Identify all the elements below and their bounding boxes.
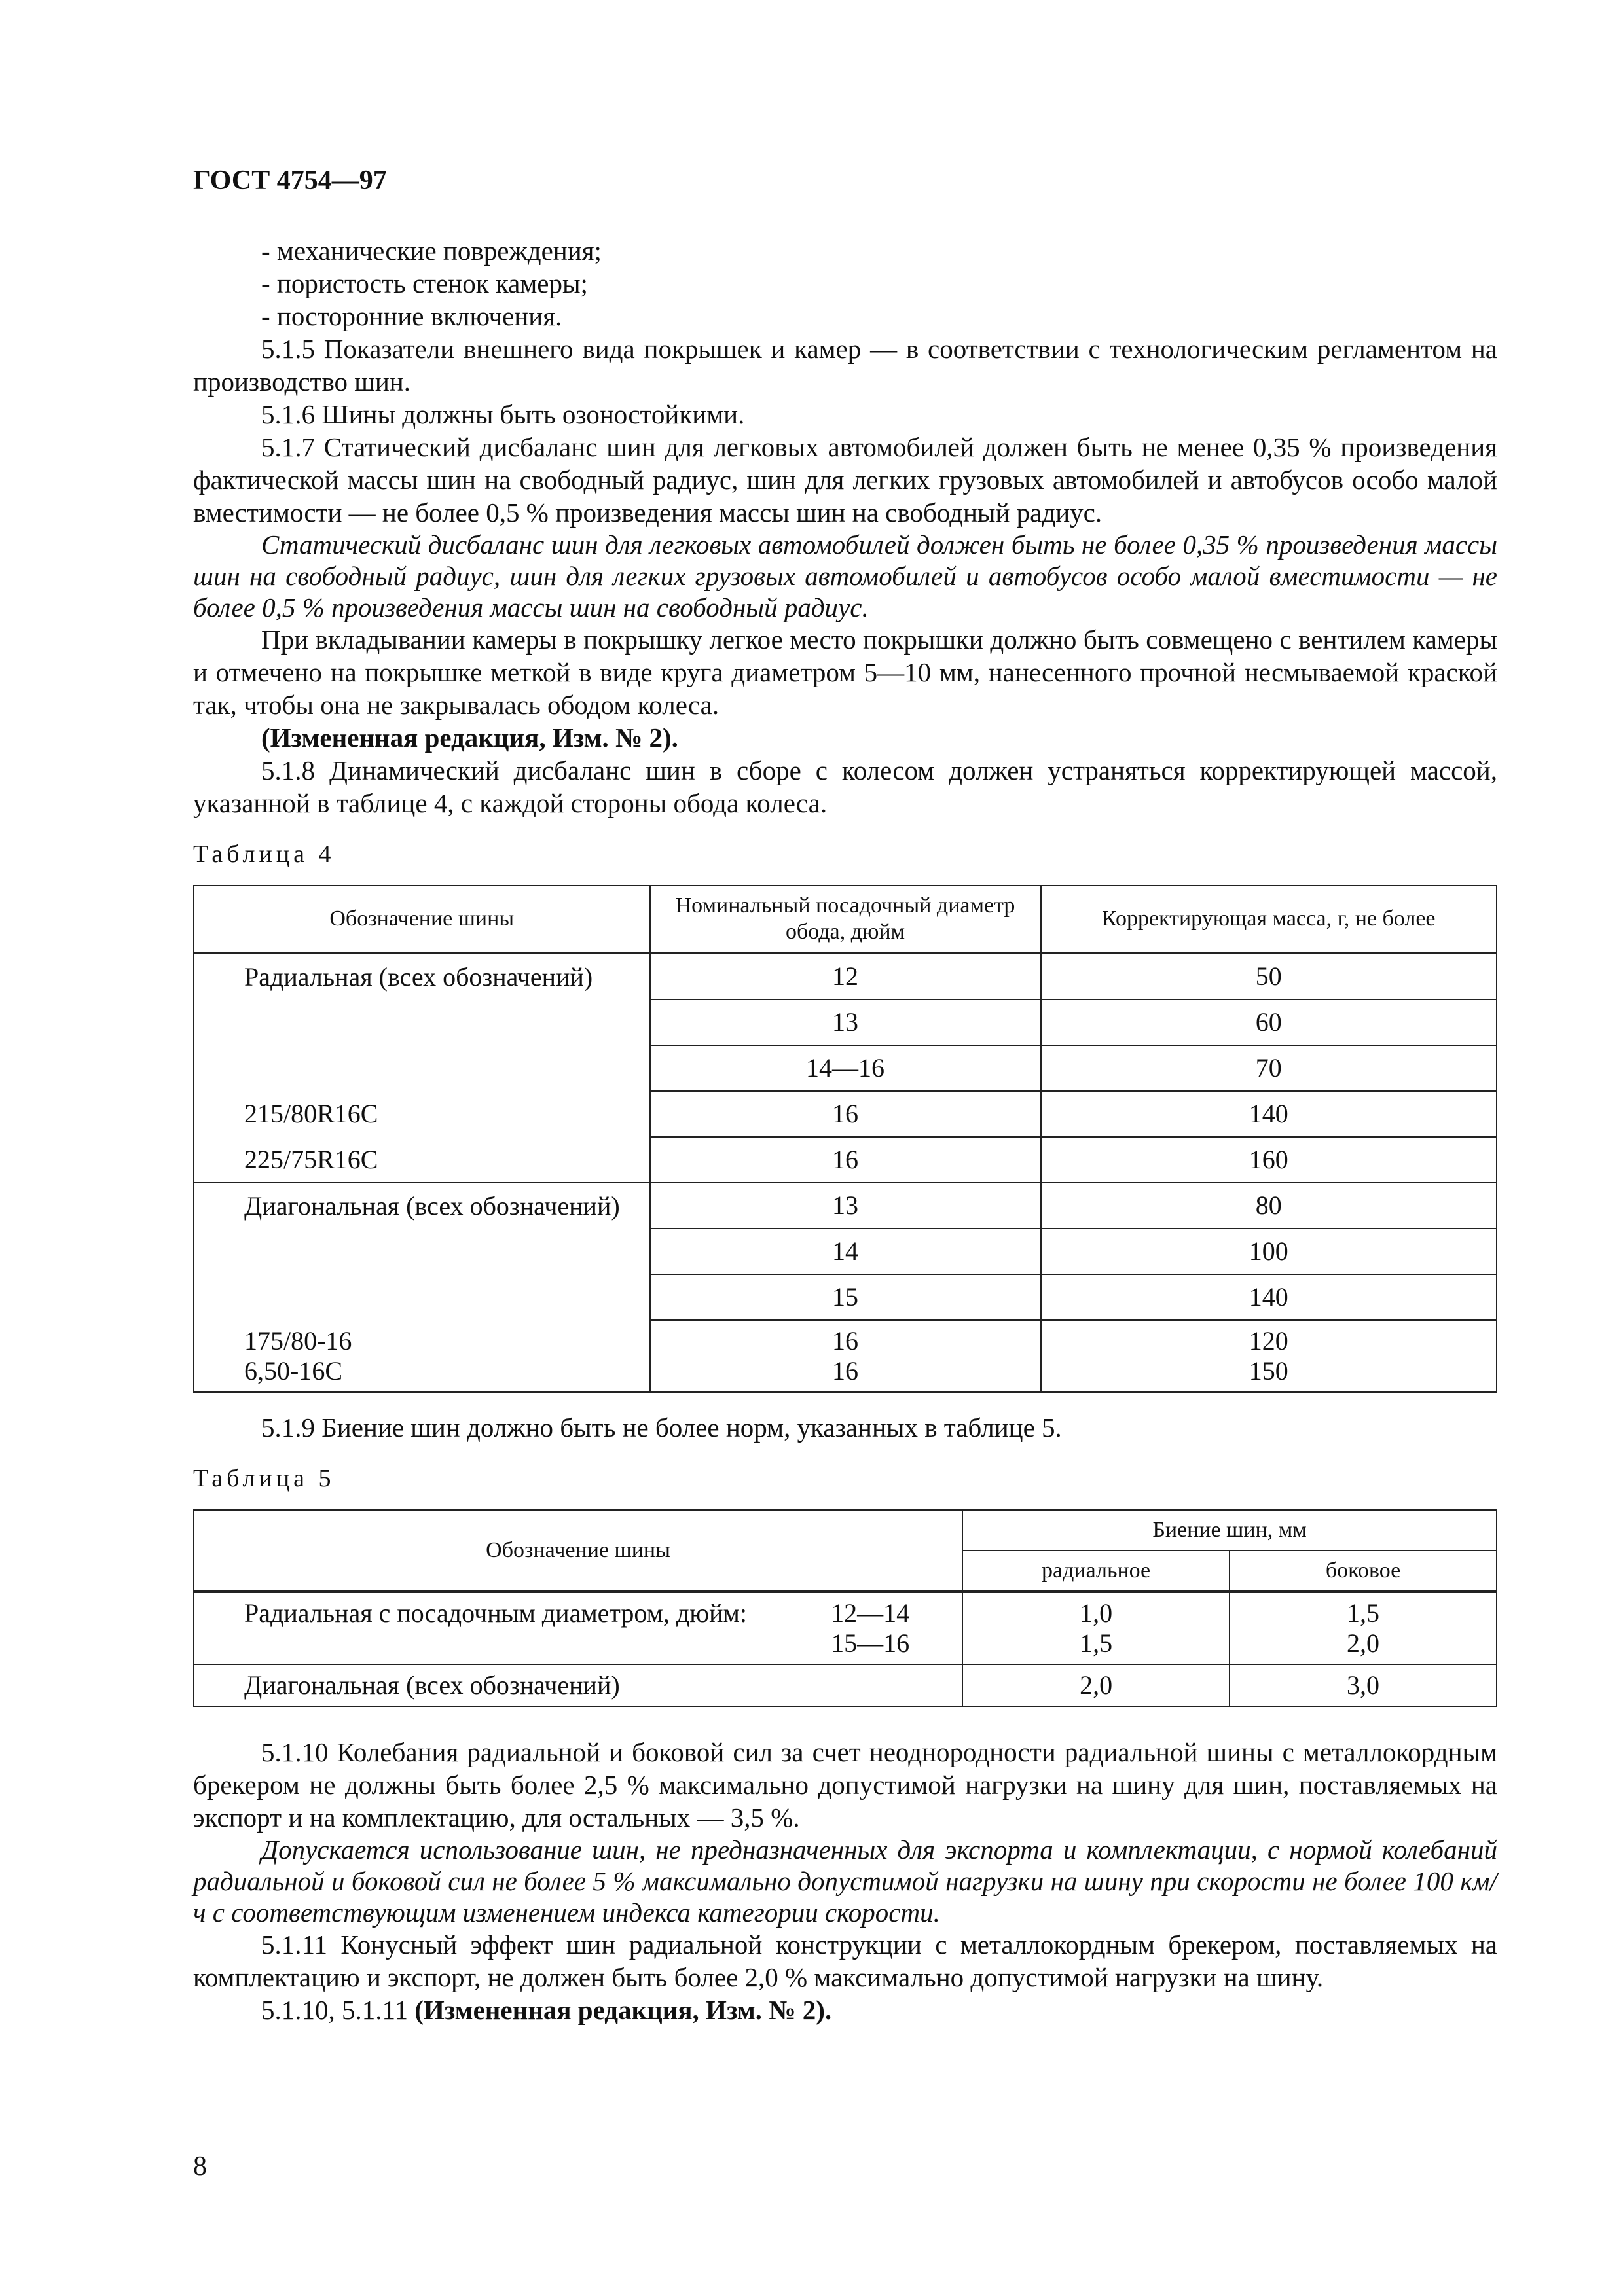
table-5-caption: Таблица 5 — [193, 1465, 335, 1492]
table-cell: 80 — [1041, 1183, 1497, 1229]
table-cell: 3,0 — [1230, 1664, 1497, 1706]
cell-line: 16 — [832, 1356, 858, 1386]
paragraph-5-1-11: 5.1.11 Конусный эффект шин радиальной конструкции с металлокордным брекером, поставляемых на комплектацию и экспорт, не должен быть более 2,0 % максимально допустимой нагрузки на шину. — [193, 1929, 1497, 1992]
table-cell: 215/80R16С — [194, 1091, 650, 1137]
table-row — [194, 1045, 1497, 1091]
table-cell: 14—16 — [650, 1045, 1041, 1091]
table-cell: 13 — [650, 999, 1041, 1045]
paragraph-5-1-7: 5.1.7 Статический дисбаланс шин для легковых автомобилей должен быть не менее 0,35 % произведения фактической массы шин на свободный радиус, шин для легких грузовых автомобилей и автобусов особо малой вместимости — не более 0,5 % произведения массы шин на свободный радиус. — [193, 432, 1497, 528]
table-cell — [194, 1592, 962, 1664]
table-cell: 14 — [650, 1229, 1041, 1274]
table-5-header-lateral: боковое — [1230, 1551, 1497, 1592]
table-cell: Диагональная (всех обозначений) — [194, 1664, 962, 1706]
table-cell: 13 — [650, 1183, 1041, 1229]
table-4-header-designation: Обозначение шины — [194, 886, 650, 953]
table-row — [194, 1183, 1497, 1229]
table-cell: 140 — [1041, 1274, 1497, 1320]
range-column — [811, 1598, 929, 1659]
cell-line: 120 — [1249, 1326, 1288, 1355]
table-cell: 50 — [1041, 953, 1497, 999]
table-cell: 60 — [1041, 999, 1497, 1045]
cell-line: 12—14 — [831, 1598, 910, 1628]
table-row — [194, 1137, 1497, 1183]
table-5 — [193, 1509, 1497, 1707]
table-cell: 16 — [650, 1137, 1041, 1183]
table-4-header-mass: Корректирующая масса, г, не более — [1041, 886, 1497, 953]
paragraph-5-1-7-italic: Статический дисбаланс шин для легковых автомобилей должен быть не более 0,35 % произведения массы шин на свободный радиус, шин для легких грузовых автомобилей и автобусов особо малой вместимости — не более 0,5 % произведения массы шин на свободный радиус. — [193, 529, 1497, 622]
table-row — [194, 1592, 1497, 1664]
table-4-caption: Таблица 4 — [193, 840, 335, 868]
cell-line: 1,5 — [1347, 1598, 1380, 1628]
table-4 — [193, 885, 1497, 1393]
cell-line: 6,50-16С — [244, 1355, 342, 1386]
table-5-header-designation: Обозначение шины — [194, 1510, 962, 1592]
table-row — [194, 999, 1497, 1045]
table-row — [194, 1091, 1497, 1137]
table-cell: 140 — [1041, 1091, 1497, 1137]
table-row — [194, 1320, 1497, 1392]
list-item: - механические повреждения; — [261, 236, 602, 266]
table-cell: Диагональная (всех обозначений) — [194, 1183, 650, 1229]
list-item: - посторонние включения. — [261, 301, 562, 331]
table-cell: Радиальная (всех обозначений) — [194, 953, 650, 999]
table-cell: 12 — [650, 953, 1041, 999]
cell-line: 16 — [832, 1326, 858, 1355]
table-cell — [962, 1592, 1230, 1664]
amendment-note-final — [193, 1994, 1497, 2026]
table-cell: 70 — [1041, 1045, 1497, 1091]
cell-line: 175/80-16 — [244, 1325, 352, 1355]
table-cell — [194, 1229, 650, 1274]
table-cell — [194, 1274, 650, 1320]
table-5-header-radial: радиальное — [962, 1551, 1230, 1592]
table-cell: 15 — [650, 1274, 1041, 1320]
table-4-header-diameter: Номинальный посадочный диаметр обода, дюйм — [650, 886, 1041, 953]
table-cell — [650, 1320, 1041, 1392]
page-number: 8 — [193, 2151, 207, 2181]
paragraph-5-1-10: 5.1.10 Колебания радиальной и боковой сил за счет неоднородности радиальной шины с металлокордным брекером не должны быть более 2,5 % максимально допустимой нагрузки на шину для шин, поставляемых на экспорт и на комплектацию, для остальных — 3,5 %. — [193, 1737, 1497, 1833]
table-cell: 160 — [1041, 1137, 1497, 1183]
table-cell — [194, 1320, 650, 1392]
table-cell: 100 — [1041, 1229, 1497, 1274]
cell-line: 15—16 — [831, 1628, 910, 1658]
paragraph-5-1-5: 5.1.5 Показатели внешнего вида покрышек и камер — в соответствии с технологическим регламентом на производство шин. — [193, 334, 1497, 397]
table-5-header-runout: Биение шин, мм — [962, 1510, 1497, 1551]
list-item: - пористость стенок камеры; — [261, 268, 588, 298]
table-cell: 225/75R16С — [194, 1137, 650, 1183]
cell-line: 2,0 — [1347, 1628, 1380, 1658]
table-row — [194, 1274, 1497, 1320]
table-row — [194, 1664, 1497, 1706]
cell-label: Радиальная с посадочным диаметром, дюйм: — [244, 1598, 747, 1628]
paragraph-5-1-6: 5.1.6 Шины должны быть озоностойкими. — [261, 399, 745, 429]
paragraph-5-1-8: 5.1.8 Динамический дисбаланс шин в сборе с колесом должен устраняться корректирующей массой, указанной в таблице 4, с каждой стороны обода колеса. — [193, 755, 1497, 818]
table-cell: 2,0 — [962, 1664, 1230, 1706]
cell-line: 1,0 — [1080, 1598, 1113, 1628]
table-row — [194, 953, 1497, 999]
document-id-header: ГОСТ 4754—97 — [193, 166, 387, 196]
table-cell — [194, 1045, 650, 1091]
amendment-note: (Измененная редакция, Изм. № 2). — [414, 1995, 832, 2025]
paragraph-5-1-10-italic: Допускается использование шин, не предназначенных для экспорта и комплектации, с нормой колебаний радиальной и боковой сил не более 5 % максимально допустимой нагрузки на шину при скорости не более 100 км/ч с соответствующим изменением индекса категории скорости. — [193, 1835, 1497, 1928]
table-row — [194, 1229, 1497, 1274]
table-cell: 16 — [650, 1091, 1041, 1137]
amendment-note: (Измененная редакция, Изм. № 2). — [261, 723, 678, 753]
table-cell — [194, 999, 650, 1045]
note-prefix: 5.1.10, 5.1.11 — [261, 1995, 408, 2025]
paragraph-5-1-9: 5.1.9 Биение шин должно быть не более норм, указанных в таблице 5. — [261, 1412, 1062, 1443]
table-cell — [1230, 1592, 1497, 1664]
paragraph-5-1-7-insert: При вкладывании камеры в покрышку легкое место покрышки должно быть совмещено с вентилем камеры и отмечено на покрышке меткой в виде круга диаметром 5—10 мм, нанесенного прочной несмываемой краской так, чтобы она не закрывалась ободом колеса. — [193, 624, 1497, 720]
page-content — [193, 234, 1497, 2026]
cell-line: 150 — [1249, 1356, 1288, 1386]
cell-line: 1,5 — [1080, 1628, 1113, 1658]
table-cell — [1041, 1320, 1497, 1392]
